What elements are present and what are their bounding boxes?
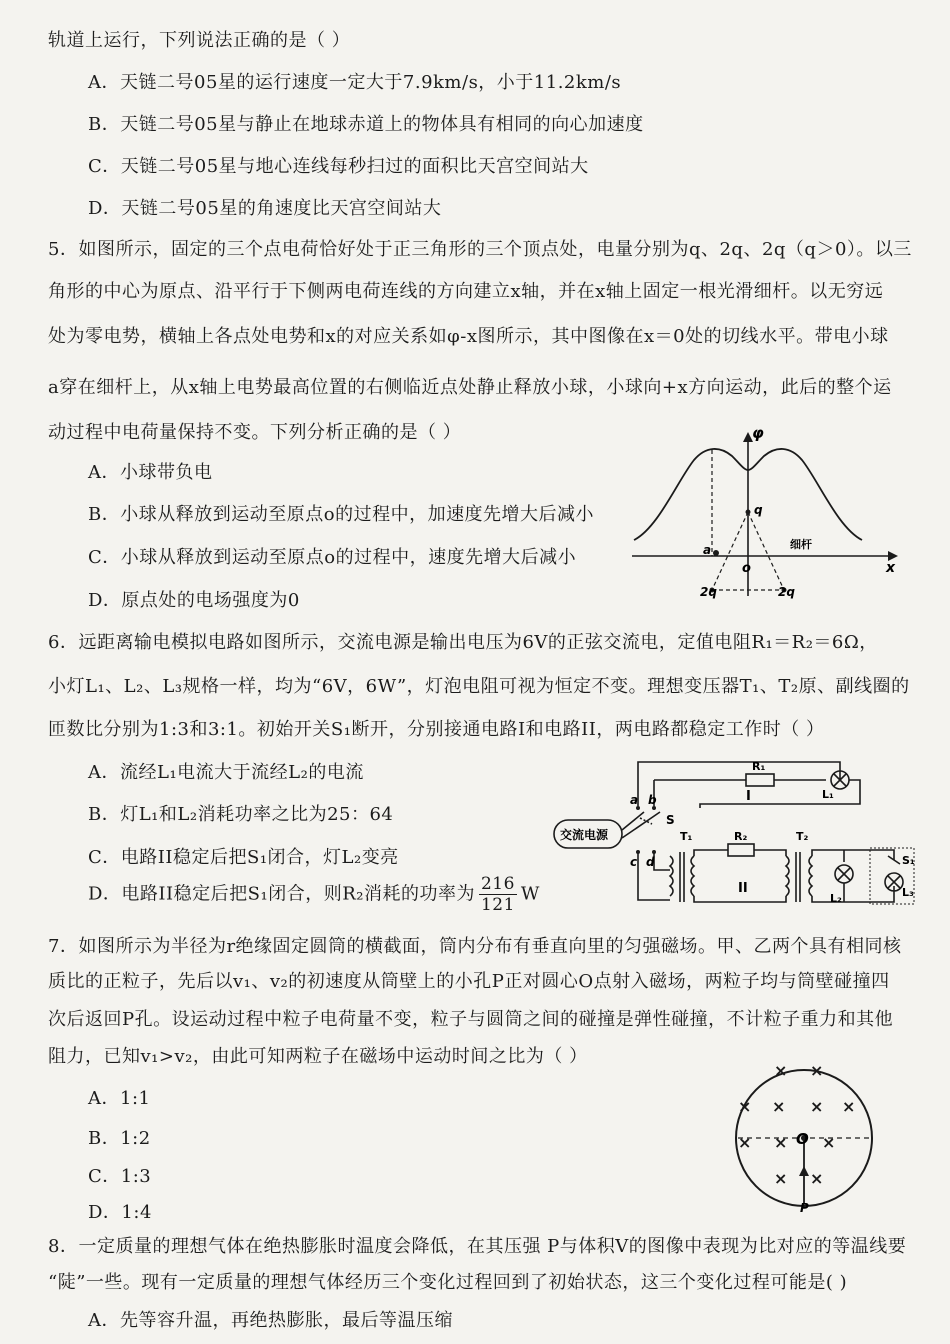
q6-option-d-unit: W [520,883,540,905]
q7-stem-line-2: 质比的正粒子，先后以v₁、v₂的初速度从筒壁上的小孔P正对圆心O点射入磁场，两粒子均与筒壁碰撞四 [48,971,890,992]
charge-q-label: q [754,503,763,517]
q7-option-a: A．1:1 [88,1088,151,1109]
charge-q-dot [746,510,751,515]
q8-option-a: A．先等容升温，再绝热膨胀，最后等温压缩 [88,1310,453,1331]
q5-option-d: D．原点处的电场强度为0 [88,590,300,611]
charge-2q-right-label: 2q [778,585,795,599]
terminal-c-label: c [630,855,638,869]
t2-label: T₂ [796,830,809,843]
t2-primary-coil [786,856,789,896]
q7-cylinder-figure [722,1054,892,1214]
x-label: x [886,560,896,576]
fraction [479,874,517,915]
t1-secondary-coil [691,856,694,896]
svg-text:×: × [772,1097,786,1116]
circuit1-label: I [746,789,751,804]
svg-text:×: × [810,1097,824,1116]
terminal-d-label: d [646,855,655,869]
q4-stem-tail: 轨道上运行，下列说法正确的是（ ） [48,30,351,51]
q4-option-d: D．天链二号05星的角速度比天宫空间站大 [88,198,442,219]
triangle-right-edge [748,512,784,590]
hole-p-label: P [800,1201,809,1214]
phi-label: φ [752,424,764,442]
ac-source-label: 交流电源 [560,828,609,842]
t2-secondary-coil [809,856,812,896]
load-bottom-wire [812,886,894,902]
t1-label: T₁ [680,830,693,843]
r1-label: R₁ [752,760,766,773]
svg-text:×: × [810,1169,824,1188]
svg-text:×: × [774,1169,788,1188]
svg-text:×: × [738,1097,752,1116]
q5-option-b: B．小球从释放到运动至原点o的过程中，加速度先增大后减小 [88,504,595,525]
t1-primary-coil [670,856,673,896]
ball-a [713,550,719,556]
charge-2q-left-label: 2q [700,585,717,599]
load-top-wire [812,850,894,860]
q5-option-a: A．小球带负电 [88,462,213,483]
q7-stem-line-4: 阻力，已知v₁>v₂，由此可知两粒子在磁场中运动时间之比为（ ） [48,1046,588,1067]
l3-label: L₃ [902,886,914,899]
q5-phi-x-figure [628,420,908,602]
q7-stem-line-1: 7．如图所示为半径为r绝缘固定圆筒的横截面，筒内分布有垂直向里的匀强磁场。甲、乙两个具有相同核 [48,936,902,957]
q6-option-a: A．流经L₁电流大于流经L₂的电流 [88,762,364,783]
q6-stem-line-1: 6．远距离输电模拟电路如图所示，交流电源是输出电压为6V的正弦交流电，定值电阻R₁＝R₂＝6Ω， [48,632,878,653]
r2-label: R₂ [734,830,748,843]
circuit2-top-wire-left [694,850,728,856]
r1-resistor [746,774,774,786]
q6-option-d-prefix: D．电路II稳定后把S₁闭合，则R₂消耗的功率为 [88,883,475,905]
svg-text:×: × [810,1061,824,1080]
switch-s-label: S [666,813,675,827]
r2-resistor [728,844,754,856]
fraction-denominator: 121 [480,895,515,915]
q5-stem-line-5: 动过程中电荷量保持不变。下列分析正确的是（ ） [48,422,462,443]
circuit2-label: II [738,881,748,896]
terminal-a-label: a [630,793,639,807]
l2-label: L₂ [830,892,842,905]
svg-text:×: × [774,1061,788,1080]
circuit1-top-wire [638,762,840,806]
q7-option-b: B．1:2 [88,1128,151,1149]
svg-text:×: × [738,1133,752,1152]
fraction-numerator: 216 [480,874,515,894]
q6-option-b: B．灯L₁和L₂消耗功率之比为25：64 [88,804,394,825]
q7-option-d: D．1:4 [88,1202,152,1223]
rod-label: 细杆 [790,538,812,551]
q5-stem-line-3: 处为零电势，横轴上各点处电势和x的对应关系如φ-x图所示，其中图像在x＝0处的切线水平。带电小球 [48,326,889,347]
circuit2-bottom-wire [694,896,786,902]
q6-stem-line-3: 匝数比分别为1:3和3:1。初始开关S₁断开，分别接通电路I和电路II，两电路都稳定工作时（ ） [48,719,825,740]
s1-label: S₁ [902,854,915,867]
l1-label: L₁ [822,788,834,801]
q5-stem-line-4: a穿在细杆上，从x轴上电势最高位置的右侧临近点处静止释放小球，小球向+x方向运动，此后的整个运 [48,377,892,398]
q4-option-b: B．天链二号05星与静止在地球赤道上的物体具有相同的向心加速度 [88,114,644,135]
svg-text:×: × [822,1133,836,1152]
q8-stem-line-2: “陡”一些。现有一定质量的理想气体经历三个变化过程回到了初始状态，这三个变化过程可能是( ) [48,1272,848,1293]
velocity-arrow [799,1166,809,1176]
ball-a-label: a [703,543,712,557]
q7-option-c: C．1:3 [88,1166,152,1187]
terminal-b-label: b [648,793,657,807]
svg-text:×: × [842,1097,856,1116]
switch-s-blade-1 [622,812,644,830]
svg-text:×: × [774,1133,788,1152]
origin-label: o [742,561,751,576]
q4-option-a: A．天链二号05星的运行速度一定大于7.9km/s，小于11.2km/s [88,72,622,93]
q5-stem-line-2: 角形的中心为原点、沿平行于下侧两电荷连线的方向建立x轴，并在x轴上固定一根光滑细杆。以无穷远 [48,281,884,302]
q4-option-c: C．天链二号05星与地心连线每秒扫过的面积比天宫空间站大 [88,156,589,177]
q7-stem-line-3: 次后返回P孔。设运动过程中粒子电荷量不变，粒子与圆筒之间的碰撞是弹性碰撞，不计粒子重力和其他 [48,1009,894,1030]
wire-d [654,852,670,870]
q8-stem-line-1: 8．一定质量的理想气体在绝热膨胀时温度会降低，在其压强 P与体积V的图像中表现为比对应的等温线要 [48,1236,907,1257]
q6-option-c: C．电路II稳定后把S₁闭合，灯L₂变亮 [88,847,399,868]
q5-stem-line-1: 5．如图所示，固定的三个点电荷恰好处于正三角形的三个顶点处，电量分别为q、2q、2q（q＞0）。以三 [48,239,912,260]
q6-stem-line-2: 小灯L₁、L₂、L₃规格一样，均为“6V，6W”，灯泡电阻可视为恒定不变。理想变压器T₁、T₂原、副线圈的 [48,676,910,697]
center-o-label: O [796,1130,809,1148]
circuit2-top-wire-right [754,850,786,856]
q6-option-d [88,874,540,915]
q6-circuit-figure [550,752,922,912]
q5-option-c: C．小球从释放到运动至原点o的过程中，速度先增大后减小 [88,547,577,568]
